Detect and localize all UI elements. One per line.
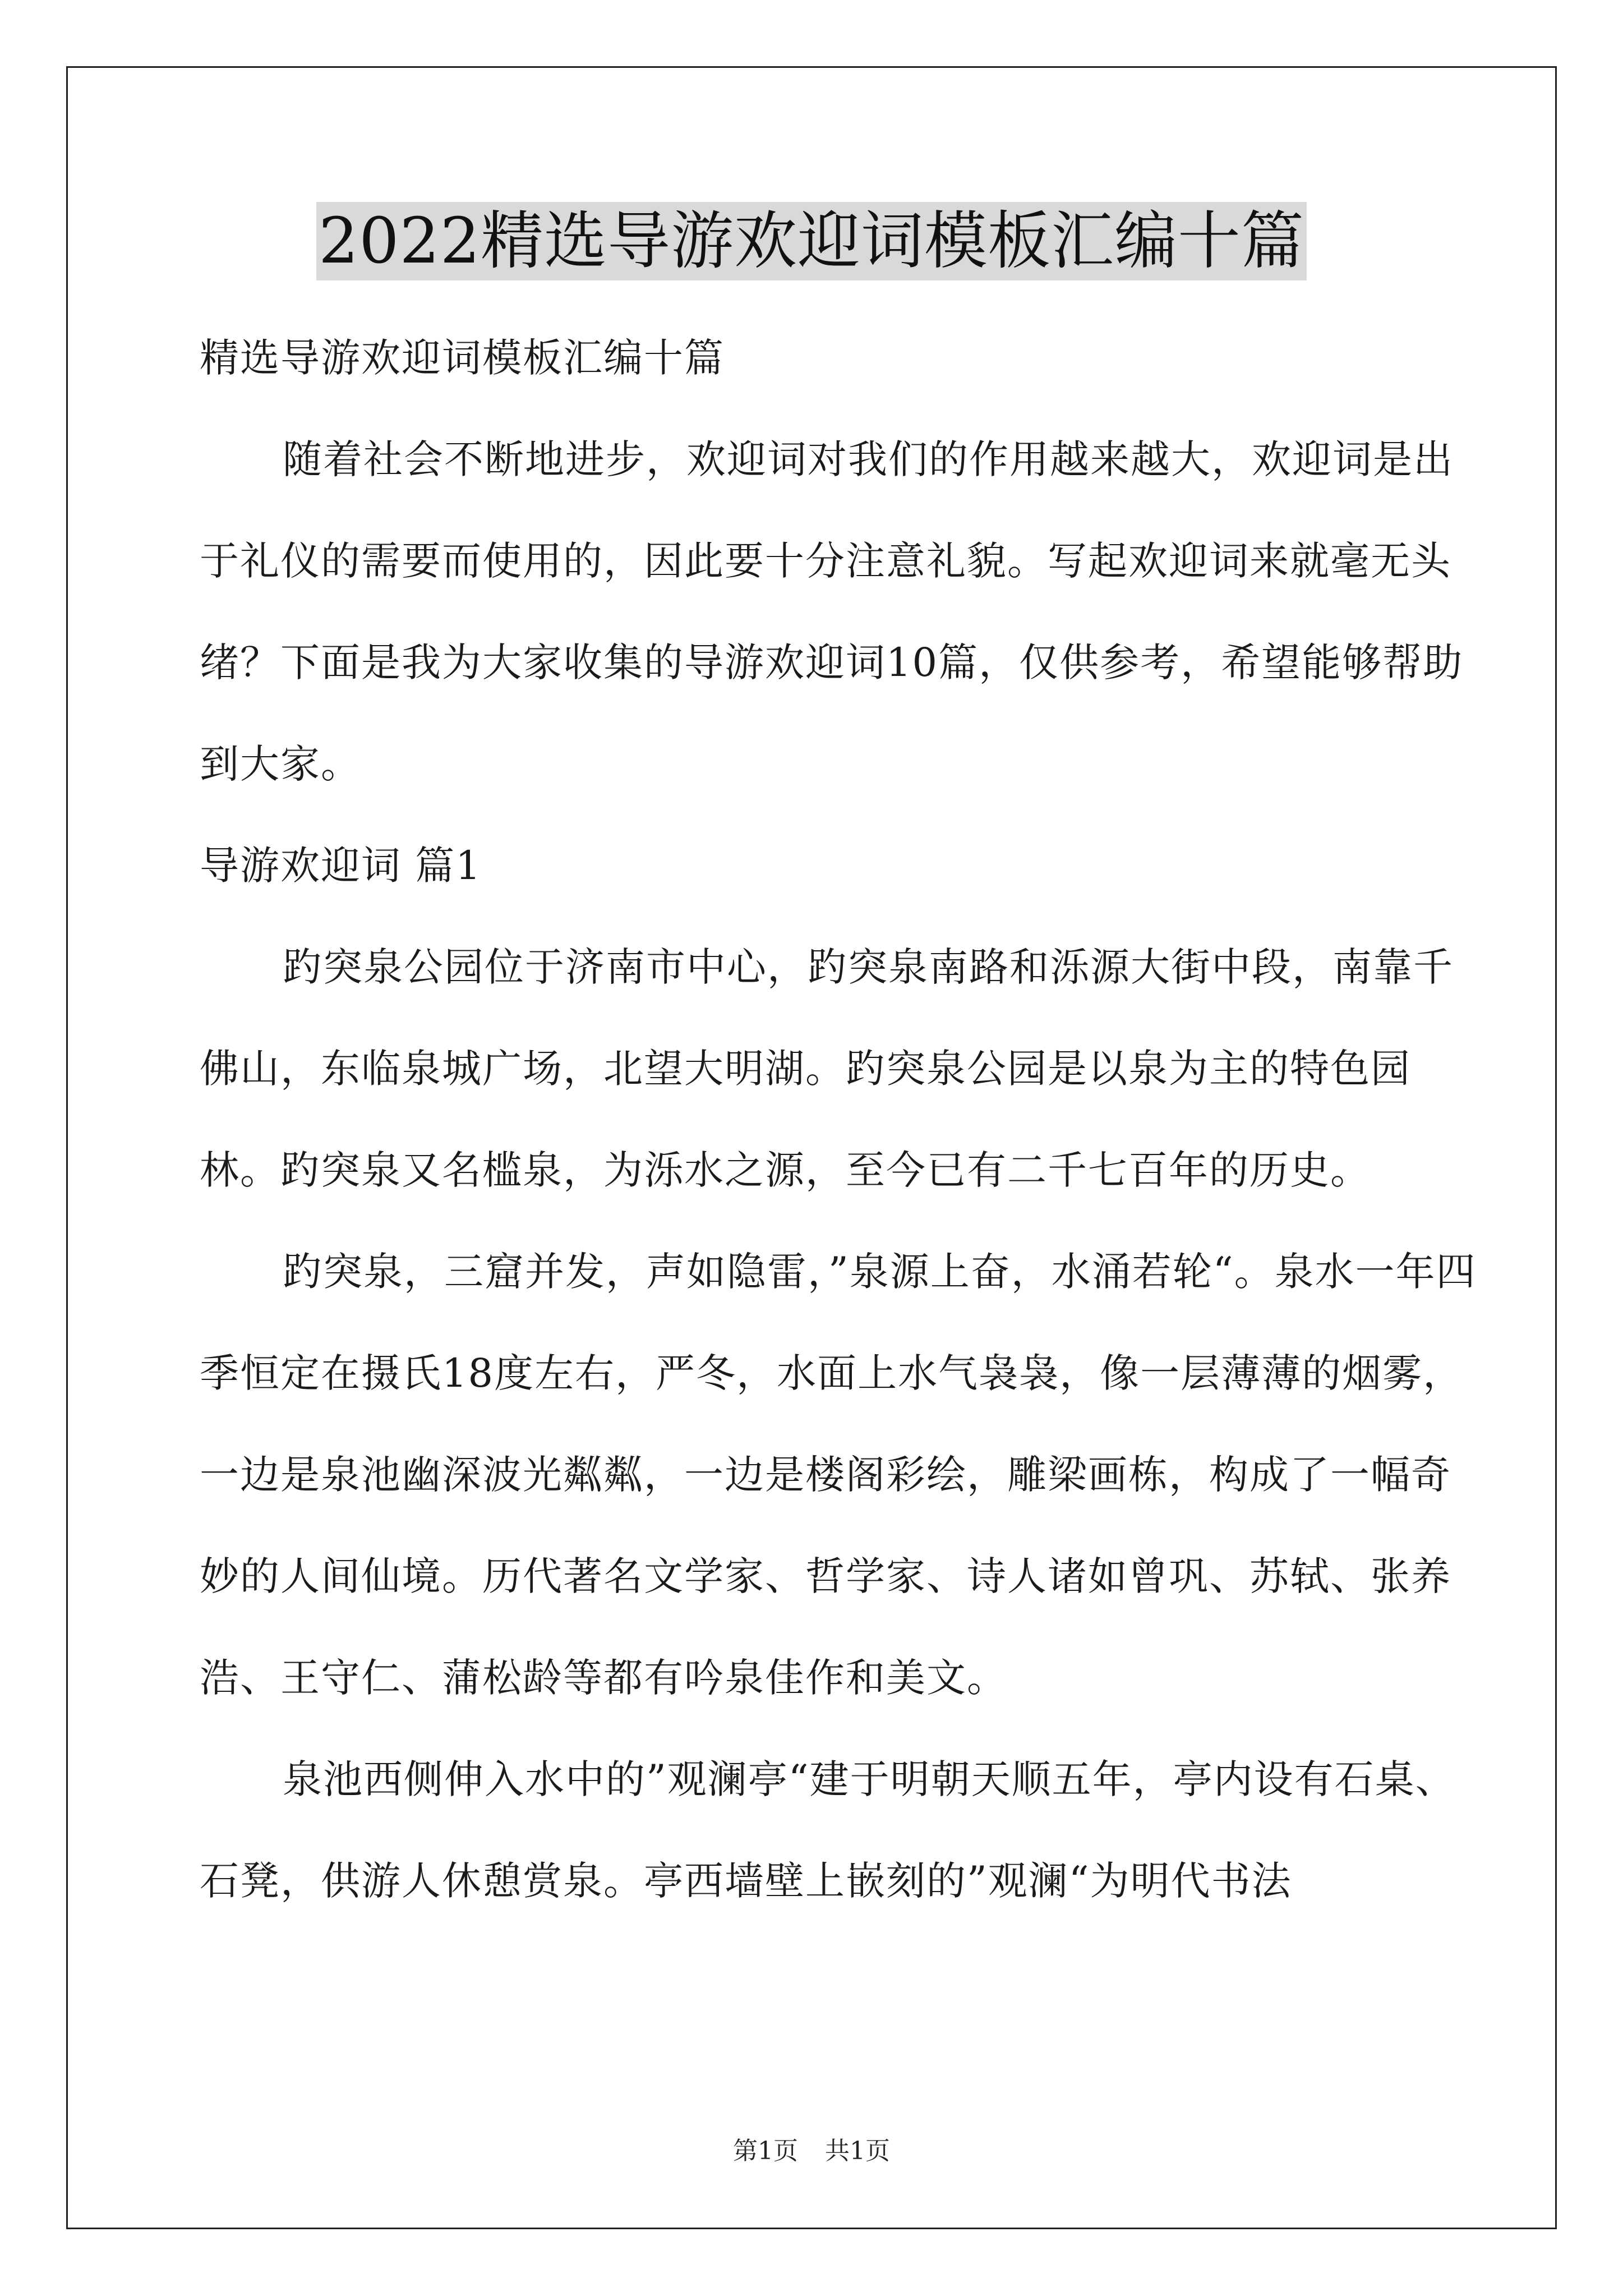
subtitle-heading: 精选导游欢迎词模板汇编十篇	[200, 335, 725, 381]
page-number: 第1页	[733, 2137, 798, 2165]
title-container	[0, 202, 1623, 280]
page-footer	[0, 2131, 1623, 2166]
page-total: 共1页	[825, 2137, 890, 2165]
body-paragraph: 趵突泉公园位于济南市中心，趵突泉南路和泺源大街中段，南靠千佛山，东临泉城广场，北望大明湖。趵突泉公园是以泉为主的特色园林。趵突泉又名槛泉，为泺水之源，至今已有二千七百年的历史。	[200, 944, 1454, 1193]
intro-paragraph: 随着社会不断地进步，欢迎词对我们的作用越来越大，欢迎词是出于礼仪的需要而使用的，因此要十分注意礼貌。写起欢迎词来就毫无头绪？下面是我为大家收集的导游欢迎词10篇，仅供参考，希望能够帮助到大家。	[200, 436, 1464, 787]
section-heading-1: 导游欢迎词 篇1	[200, 843, 482, 889]
document-title: 2022精选导游欢迎词模板汇编十篇	[316, 202, 1307, 280]
body-paragraph: 趵突泉，三窟并发，声如隐雷，”泉源上奋，水涌若轮“。泉水一年四季恒定在摄氏18度左右，严冬，水面上水气袅袅，像一层薄薄的烟雾，一边是泉池幽深波光粼粼，一边是楼阁彩绘，雕梁画栋，构成了一幅奇妙的人间仙境。历代著名文学家、哲学家、诗人诸如曾巩、苏轼、张养浩、王守仁、蒲松龄等都有吟泉佳作和美文。	[200, 1249, 1477, 1701]
body-paragraph: 泉池西侧伸入水中的”观澜亭“建于明朝天顺五年，亭内设有石桌、石凳，供游人休憩赏泉。亭西墙壁上嵌刻的”观澜“为明代书法	[200, 1756, 1456, 1904]
document-body	[200, 307, 1490, 1932]
